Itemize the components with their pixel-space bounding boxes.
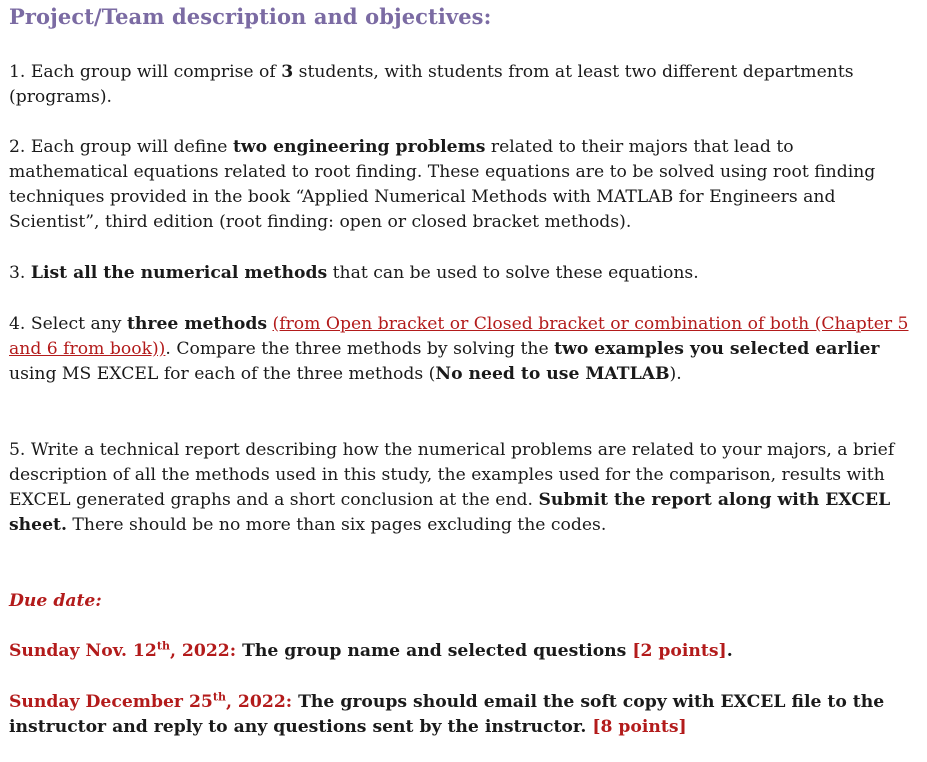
objective-2-bold: two engineering problems [232, 137, 486, 157]
chapter-reference-link: (from Open bracket or Closed bracket or combination of both (Chapter 5 and 6 from book)) [9, 314, 909, 359]
objective-5-text-2: There should be no more than six pages excluding the codes. [66, 515, 607, 535]
objective-5 [9, 438, 909, 538]
deadline-2-date-year: , 2022: [225, 692, 293, 712]
objective-4 [9, 312, 909, 387]
deadline-1 [9, 639, 909, 664]
objective-4-bold-2: two examples you selected earlier [554, 339, 880, 359]
due-date-label: Due date: [9, 591, 102, 611]
deadline-2-points: [8 points] [592, 717, 687, 737]
deadline-1-end: . [726, 641, 733, 661]
objective-2 [9, 135, 909, 235]
deadline-1-points: [2 points] [632, 641, 727, 661]
objective-5-bold: Submit the report along with EXCEL sheet. [9, 490, 891, 535]
deadline-1-date-year: , 2022: [169, 641, 237, 661]
objective-4-text-3: using MS EXCEL for each of the three methods ( [9, 364, 436, 384]
objective-3-text-2: that can be used to solve these equations. [327, 263, 699, 283]
deadline-1-date [9, 641, 236, 661]
deadline-2-text: The groups should email the soft copy with EXCEL file to the instructor and reply to any questions sent by the instructor. [9, 692, 885, 737]
objective-4-text-4: ). [669, 364, 682, 384]
deadline-1-date-sup: th [156, 639, 170, 653]
objective-1-text-2: students, with students from at least two different departments (programs). [9, 62, 854, 107]
deadline-1-date-text: Sunday Nov. 12 [9, 641, 157, 661]
objective-4-text: 4. Select any [9, 314, 127, 334]
objective-4-bold: three methods [126, 314, 268, 334]
objective-1-bold: 3 [281, 62, 294, 82]
deadline-2-date-sup: th [212, 690, 226, 704]
objective-3-text: 3. [9, 263, 31, 283]
objective-5-text: 5. Write a technical report describing how the numerical problems are related to your majors, a brief description of all the methods used in this study, the examples used for the comparison, results with EXCEL generated graphs and a short conclusion at the end. [9, 440, 895, 510]
objective-1-text: 1. Each group will comprise of [9, 62, 282, 82]
objective-3 [9, 261, 909, 286]
objective-2-text: 2. Each group will define [9, 137, 233, 157]
objective-4-text-2: . Compare the three methods by solving the [165, 339, 555, 359]
deadline-1-text: The group name and selected questions [236, 641, 633, 661]
deadline-2-date [9, 692, 292, 712]
objective-2-text-2: related to their majors that lead to mathematical equations related to root finding. These equations are to be solved using root finding techniques provided in the book “Applied Numerical Methods with MATLAB for Engineers and Scientist”, third edition (root finding: open or closed bracket methods). [9, 137, 876, 232]
page-title: Project/Team description and objectives: [9, 4, 492, 29]
objective-3-bold: List all the numerical methods [30, 263, 328, 283]
objective-1 [9, 60, 909, 110]
deadline-2 [9, 690, 909, 740]
objective-4-bold-3: No need to use MATLAB [435, 364, 670, 384]
deadline-2-date-text: Sunday December 25 [9, 692, 213, 712]
